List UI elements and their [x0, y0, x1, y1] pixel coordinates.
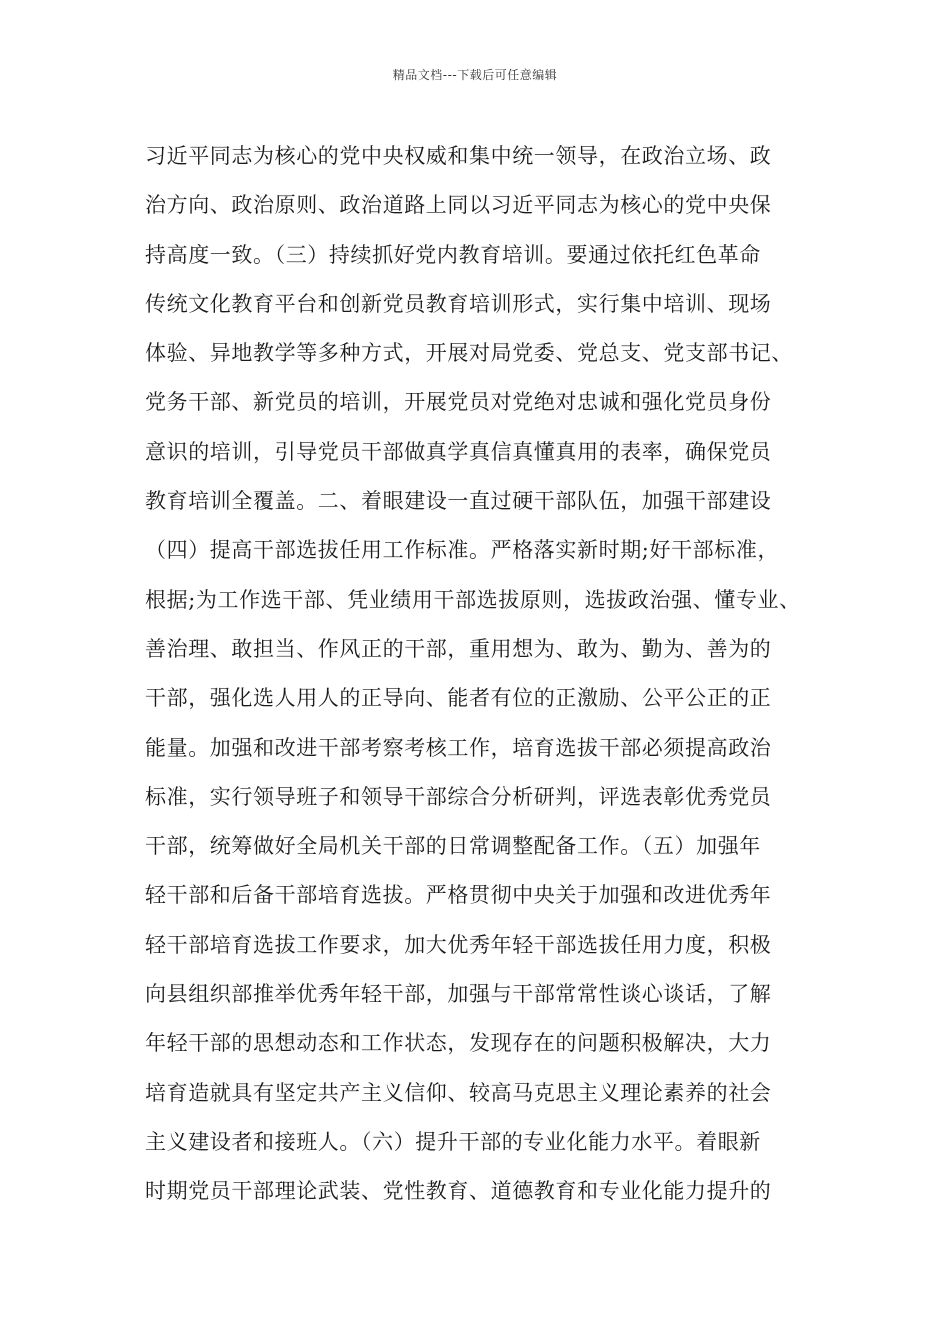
text-line: 善治理、敢担当、作风正的干部，重用想为、敢为、勤为、善为的 — [145, 636, 772, 661]
page-header: 精品文档---下载后可任意编辑 — [392, 68, 558, 82]
text-line: 传统文化教育平台和创新党员教育培训形式，实行集中培训、现场 — [145, 291, 772, 316]
text-line: 意识的培训，引导党员干部做真学真信真懂真用的表率，确保党员 — [145, 439, 772, 464]
text-line: 治方向、政治原则、政治道路上同以习近平同志为核心的党中央保 — [145, 193, 772, 218]
text-line: （四）提高干部选拔任用工作标准。严格落实新时期;好干部标准， — [145, 538, 780, 563]
text-line: 向县组织部推举优秀年轻干部，加强与干部常常性谈心谈话，了解 — [145, 982, 772, 1007]
body-text — [145, 132, 815, 1217]
text-line: 轻干部培育选拔工作要求，加大优秀年轻干部选拔任用力度，积极 — [145, 932, 772, 957]
text-line: 能量。加强和改进干部考察考核工作，培育选拔干部必须提高政治 — [145, 735, 772, 760]
text-line: 干部，强化选人用人的正导向、能者有位的正激励、公平公正的正 — [145, 686, 772, 711]
text-line: 习近平同志为核心的党中央权威和集中统一领导，在政治立场、政 — [145, 144, 772, 168]
text-line: 时期党员干部理论武装、党性教育、道德教育和专业化能力提升的 — [145, 1179, 772, 1204]
text-line: 党务干部、新党员的培训，开展党员对党绝对忠诚和强化党员身份 — [145, 390, 772, 415]
text-line: 持高度一致。（三）持续抓好党内教育培训。要通过依托红色革命 — [145, 242, 761, 267]
text-line: 标准，实行领导班子和领导干部综合分析研判，评选表彰优秀党员 — [145, 784, 772, 809]
text-line: 培育造就具有坚定共产主义信仰、较高马克思主义理论素养的社会 — [145, 1080, 772, 1105]
text-line: 轻干部和后备干部培育选拔。严格贯彻中央关于加强和改进优秀年 — [145, 883, 772, 908]
text-line: 教育培训全覆盖。二、着眼建设一直过硬干部队伍，加强干部建设 — [145, 489, 772, 514]
text-line: 年轻干部的思想动态和工作状态，发现存在的问题积极解决，大力 — [145, 1031, 772, 1056]
text-line: 体验、异地教学等多种方式，开展对局党委、党总支、党支部书记、 — [145, 341, 793, 366]
text-line: 干部，统筹做好全局机关干部的日常调整配备工作。（五）加强年 — [145, 834, 761, 859]
text-line: 根据;为工作选干部、凭业绩用干部选拔原则，选拔政治强、懂专业、 — [145, 587, 801, 612]
text-line: 主义建设者和接班人。（六）提升干部的专业化能力水平。着眼新 — [145, 1129, 761, 1154]
